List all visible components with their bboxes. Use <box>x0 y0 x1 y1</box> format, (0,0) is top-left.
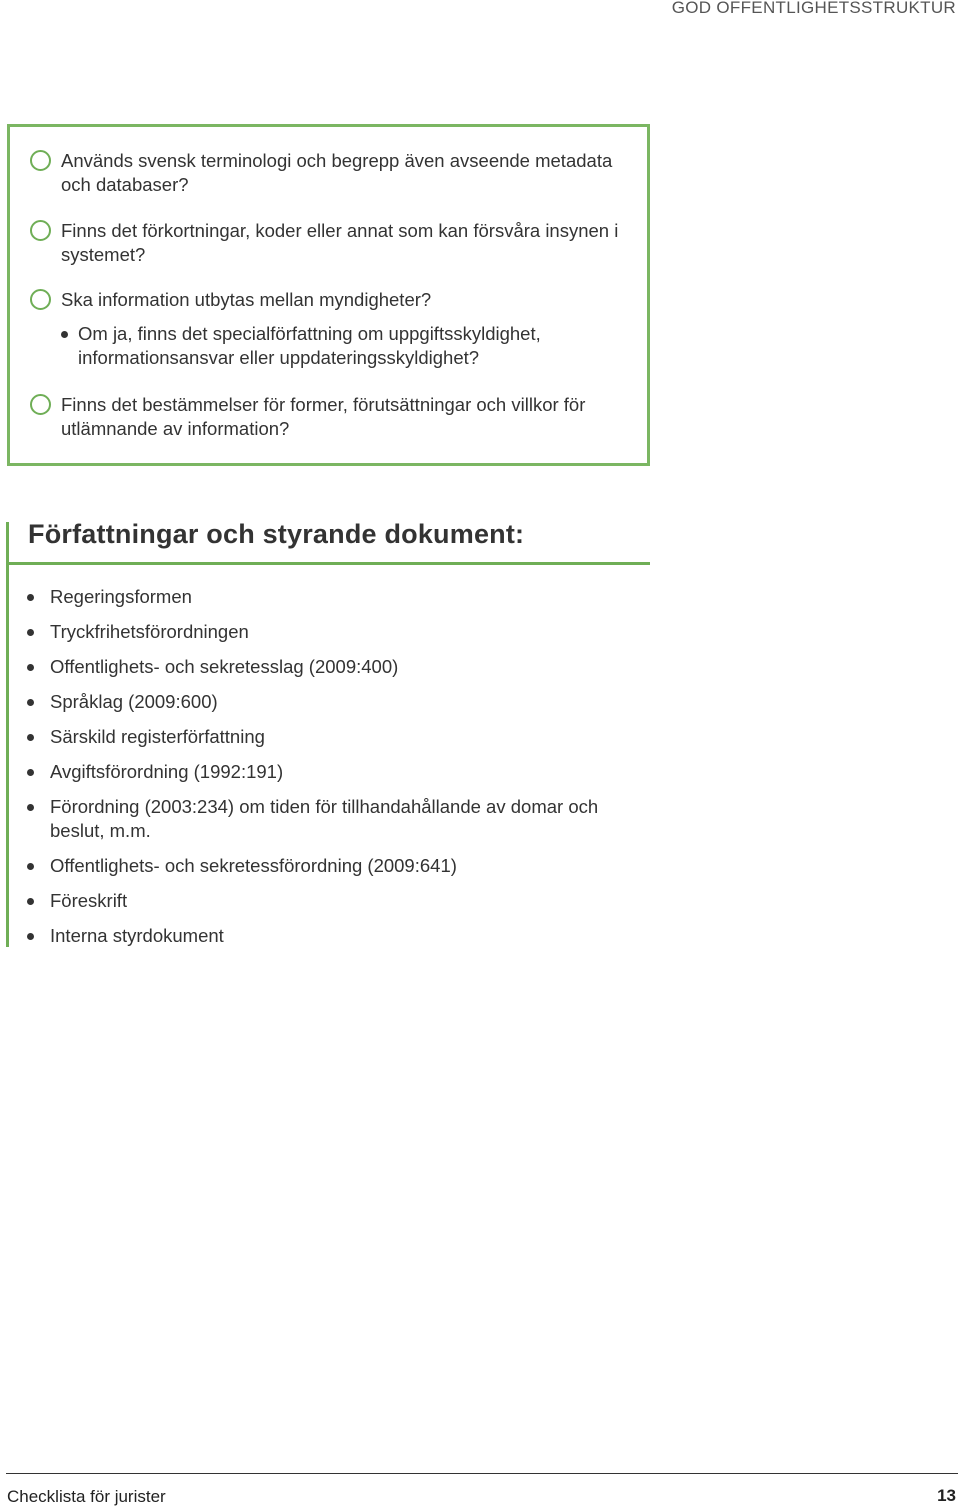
list-item <box>24 585 634 609</box>
section-vertical-rule <box>6 522 9 947</box>
bullet-icon <box>27 699 34 706</box>
list-item-text: Språklag (2009:600) <box>50 691 218 712</box>
checklist-sub-item-text: Om ja, finns det specialförfattning om uppgiftsskyldighet, informationsansvar eller uppdateringsskyldighet? <box>78 323 541 368</box>
section-heading-underline <box>6 562 650 565</box>
running-header: GOD OFFENTLIGHETSSTRUKTUR <box>671 0 956 17</box>
document-list <box>24 585 634 959</box>
list-item <box>24 760 634 784</box>
footer-title: Checklista för jurister <box>7 1487 166 1506</box>
checklist-item-text: Finns det förkortningar, koder eller annat som kan försvåra insynen i systemet? <box>61 220 619 265</box>
circle-checkbox-icon <box>30 289 51 310</box>
checklist-item-text: Ska information utbytas mellan myndigheter? <box>61 289 432 310</box>
bullet-icon <box>27 769 34 776</box>
list-item <box>24 655 634 679</box>
bullet-icon <box>27 664 34 671</box>
bullet-icon <box>27 594 34 601</box>
list-item-text: Regeringsformen <box>50 586 192 607</box>
list-item-text: Avgiftsförordning (1992:191) <box>50 761 284 782</box>
checklist-sub-item <box>59 322 639 370</box>
list-item-text: Föreskrift <box>50 890 128 911</box>
bullet-icon <box>27 804 34 811</box>
list-item <box>24 924 634 948</box>
page-number: 13 <box>937 1486 956 1505</box>
list-item-text: Offentlighets- och sekretessförordning (2009:641) <box>50 855 457 876</box>
checklist-item <box>30 149 630 197</box>
list-item <box>24 620 634 644</box>
checklist-item-text: Används svensk terminologi och begrepp även avseende metadata och databaser? <box>61 150 613 195</box>
bullet-icon <box>27 734 34 741</box>
list-item-text: Särskild registerförfattning <box>50 726 265 747</box>
checklist-item <box>30 219 630 267</box>
checklist-box <box>7 124 650 466</box>
list-item <box>24 725 634 749</box>
circle-checkbox-icon <box>30 220 51 241</box>
checklist-item <box>30 288 630 312</box>
bullet-icon <box>27 933 34 940</box>
list-item <box>24 690 634 714</box>
bullet-icon <box>27 629 34 636</box>
circle-checkbox-icon <box>30 394 51 415</box>
section-heading: Författningar och styrande dokument: <box>28 519 525 549</box>
bullet-icon <box>27 898 34 905</box>
list-item-text: Interna styrdokument <box>50 925 224 946</box>
list-item <box>24 795 634 843</box>
list-item <box>24 854 634 878</box>
bullet-icon <box>27 863 34 870</box>
footer-rule <box>6 1473 958 1474</box>
circle-checkbox-icon <box>30 150 51 171</box>
checklist-item <box>30 393 630 441</box>
checklist-item-text: Finns det bestämmelser för former, förutsättningar och villkor för utlämnande av information? <box>61 394 586 439</box>
list-item-text: Tryckfrihetsförordningen <box>50 621 249 642</box>
bullet-icon <box>61 331 68 338</box>
list-item <box>24 889 634 913</box>
list-item-text: Offentlighets- och sekretesslag (2009:400) <box>50 656 399 677</box>
list-item-text: Förordning (2003:234) om tiden för tillhandahållande av domar och beslut, m.m. <box>50 796 599 841</box>
